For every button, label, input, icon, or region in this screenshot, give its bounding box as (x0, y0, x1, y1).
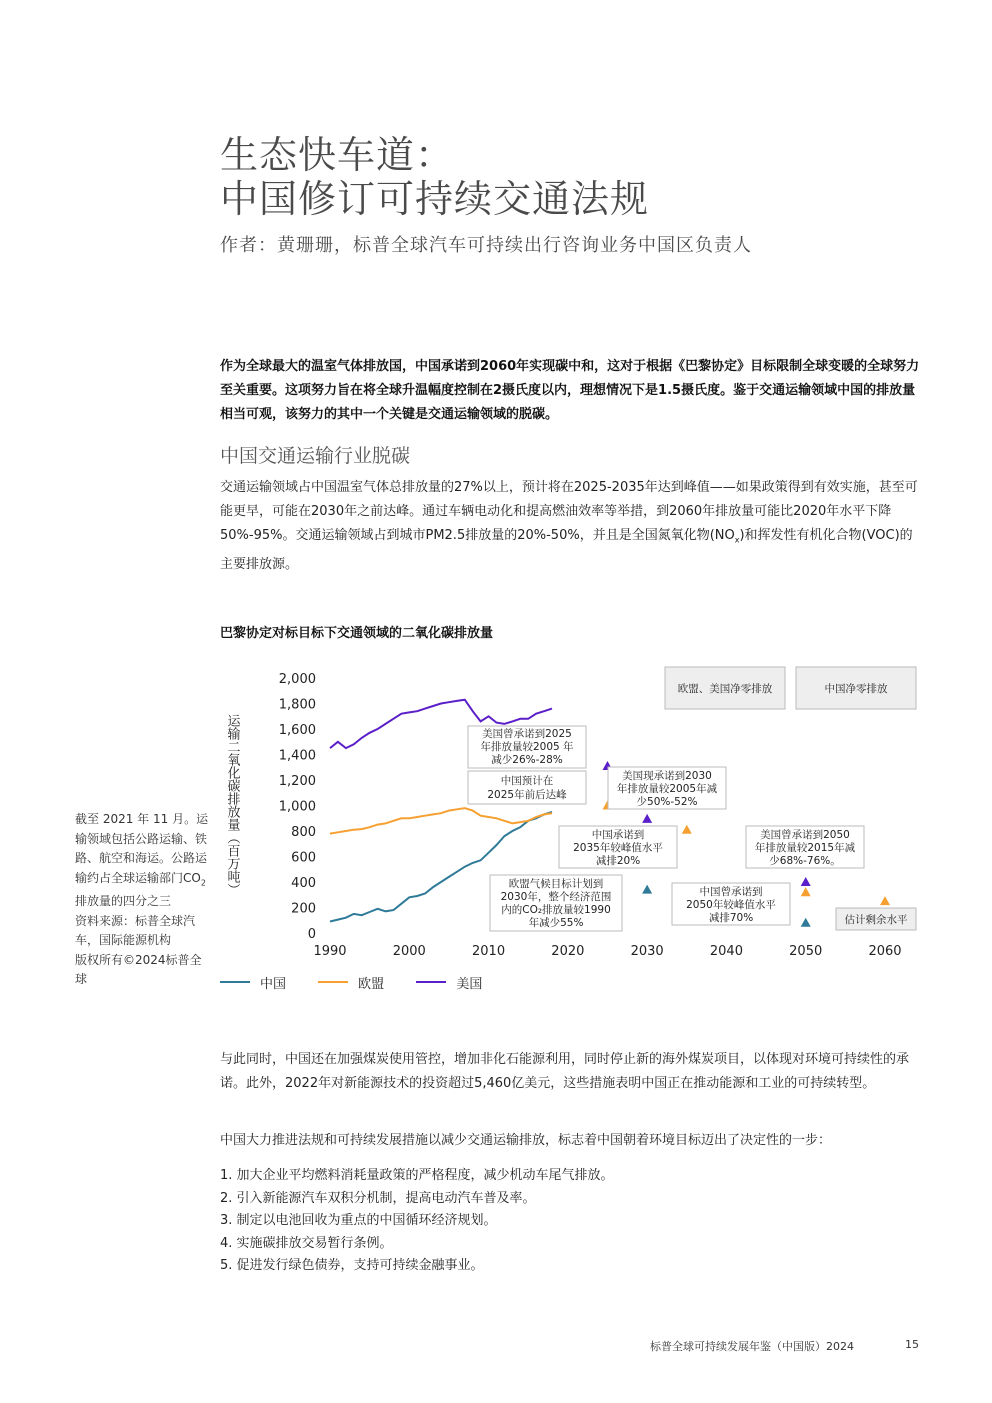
side-note-copyright: 版权所有©2024标普全球 (75, 952, 202, 987)
annotation-china-2035 (559, 826, 677, 868)
svg-text:年排放量较2015年减: 年排放量较2015年减 (754, 842, 856, 854)
y-tick-label: 0 (307, 927, 316, 942)
svg-text:2025年前后达峰: 2025年前后达峰 (487, 789, 567, 801)
y-tick-label: 2,000 (278, 672, 316, 687)
svg-text:2050年较峰值水平: 2050年较峰值水平 (686, 899, 776, 911)
y-tick-label: 400 (291, 876, 316, 891)
chart-legend (220, 972, 510, 992)
svg-text:年排放量较2005 年: 年排放量较2005 年 (480, 741, 574, 753)
body-paragraph-1 (220, 476, 920, 577)
target-marker (801, 918, 811, 927)
legend-swatch-eu (318, 981, 348, 983)
annotation-us-2050 (746, 826, 864, 868)
svg-text:减排20%: 减排20% (595, 855, 641, 867)
svg-text:中国预计在: 中国预计在 (500, 775, 554, 787)
svg-text:美国现承诺到2030: 美国现承诺到2030 (622, 770, 712, 782)
footer-text: 标普全球可持续发展年鉴（中国版）2024 (650, 1340, 854, 1353)
svg-text:欧盟、美国净零排放: 欧盟、美国净零排放 (677, 683, 773, 695)
list-item: 4. 实施碳排放交易暂行条例。 (220, 1235, 393, 1251)
x-tick-label: 1990 (313, 944, 347, 959)
page-title (220, 133, 649, 221)
y-tick-label: 1,000 (278, 799, 316, 815)
side-note-scope: 截至 2021 年 11 月。运输领域包括公路运输、铁路、航空和海运。公路运输约占全球运输部门$CO_2$排放量的四分之三 (75, 812, 209, 909)
y-tick-label: 200 (291, 901, 316, 917)
body-paragraph-2: 与此同时，中国还在加强煤炭使用管控，增加非化石能源利用，同时停止新的海外煤炭项目，以体现对环境可持续性的承诺。此外，2022年对新能源技术的投资超过5,460亿美元，这些措施表明中国正在推动能源和工业的可持续转型。 (220, 1052, 910, 1091)
svg-text:年排放量较2005年减: 年排放量较2005年减 (616, 783, 718, 795)
list-item: 3. 制定以电池回收为重点的中国循环经济规划。 (220, 1213, 497, 1228)
y-axis-label: 运输二氧化碳排放量（百万吨） (224, 714, 240, 896)
list-item: 2. 引入新能源汽车双积分机制，提高电动汽车普及率。 (220, 1190, 536, 1206)
annotation-net-zero-eu-us (665, 667, 785, 709)
para1-text-a: 交通运输领域占中国温室气体总排放量的27%以上，预计将在2025-2035年达到峰值——如果政策得到有效实施，甚至可能更早，可能在2030年之前达峰。通过车辆电动化和提高燃油效率等举措，到2060年排放量可能比2020年水平下降50%-95%。交通运输领域占到城市PM2.5排放量的20%-50%，并且是全国氮氧化物(NO (220, 480, 918, 543)
x-tick-label: 2030 (630, 944, 664, 959)
legend-eu: 欧盟 (318, 973, 384, 992)
x-tick-label: 2060 (868, 944, 902, 959)
author-line: 作者：黄珊珊，标普全球汽车可持续出行咨询业务中国区负责人 (220, 235, 752, 256)
svg-text:中国曾承诺到: 中国曾承诺到 (699, 886, 763, 898)
y-tick-label: 1,400 (278, 748, 316, 764)
list-item: 1. 加大企业平均燃料消耗量政策的严格程度，减少机动车尾气排放。 (220, 1168, 614, 1183)
legend-us: 美国 (416, 973, 482, 992)
svg-text:2035年较峰值水平: 2035年较峰值水平 (573, 842, 663, 854)
svg-text:欧盟气候目标计划到: 欧盟气候目标计划到 (508, 878, 604, 890)
y-tick-label: 1,600 (278, 723, 316, 738)
x-ticks (313, 944, 901, 959)
svg-text:中国承诺到: 中国承诺到 (591, 829, 645, 841)
target-marker (880, 896, 890, 905)
para1-subscript: x (734, 535, 740, 545)
annotation-net-zero-china (796, 667, 916, 709)
y-tick-label: 1,200 (278, 774, 316, 789)
svg-text:2030年，整个经济范围: 2030年，整个经济范围 (500, 891, 612, 903)
target-marker (642, 814, 652, 823)
target-marker (801, 887, 811, 896)
target-marker (642, 885, 652, 894)
svg-text:估计剩余水平: 估计剩余水平 (844, 914, 908, 926)
x-tick-label: 2010 (472, 944, 506, 959)
annotation-china-peak (468, 771, 586, 804)
section-heading: 中国交通运输行业脱碳 (220, 445, 411, 467)
svg-text:少68%-76%。: 少68%-76%。 (769, 855, 841, 867)
y-tick-label: 1,800 (278, 697, 316, 713)
target-marker (682, 825, 692, 834)
svg-text:内的CO₂排放量较1990: 内的CO₂排放量较1990 (501, 904, 611, 916)
emissions-chart (210, 660, 930, 970)
svg-text:美国曾承诺到2050: 美国曾承诺到2050 (760, 829, 850, 841)
chart-side-note (75, 810, 210, 990)
svg-text:中国净零排放: 中国净零排放 (824, 683, 888, 695)
svg-text:年减少55%: 年减少55% (528, 917, 584, 929)
x-tick-label: 2040 (709, 944, 743, 959)
annotation-remaining (836, 908, 916, 930)
legend-swatch-china (220, 981, 250, 983)
svg-text:美国曾承诺到2025: 美国曾承诺到2025 (482, 728, 572, 740)
target-marker (801, 877, 811, 886)
y-ticks (279, 672, 316, 942)
annotation-china-2050 (672, 883, 790, 925)
x-tick-label: 2020 (551, 944, 585, 959)
body-paragraph-3: 中国大力推进法规和可持续发展措施以减少交通运输排放，标志着中国朝着环境目标迈出了决定性的一步： (220, 1133, 832, 1148)
list-item: 5. 促进发行绿色债券，支持可持续金融事业。 (220, 1258, 484, 1273)
side-note-source: 资料来源：标普全球汽车，国际能源机构 (75, 913, 196, 948)
page-number: 15 (905, 1338, 919, 1351)
y-tick-label: 600 (291, 850, 316, 866)
svg-text:减少26%-28%: 减少26%-28% (491, 754, 563, 766)
title-line-1: 生态快车道： (220, 133, 455, 177)
x-tick-label: 2000 (392, 944, 426, 959)
y-tick-label: 800 (291, 825, 316, 840)
legend-swatch-us (416, 981, 446, 983)
measures-list (220, 1165, 920, 1278)
lead-paragraph: 作为全球最大的温室气体排放国，中国承诺到2060年实现碳中和，这对于根据《巴黎协定》目标限制全球变暖的全球努力至关重要。这项努力旨在将全球升温幅度控制在2摄氏度以内，理想情况下是1.5摄氏度。鉴于交通运输领域中国的排放量相当可观，该努力的其中一个关键是交通运输领域的脱碳。 (220, 359, 920, 422)
series-line-欧盟 (330, 808, 552, 834)
annotation-eu-2030 (490, 875, 622, 931)
title-line-2: 中国修订可持续交通法规 (220, 177, 650, 221)
x-tick-label: 2050 (789, 944, 823, 959)
legend-china: 中国 (220, 973, 286, 992)
chart-title: 巴黎协定对标目标下交通领域的二氧化碳排放量 (220, 626, 494, 641)
annotation-us-2030 (608, 767, 726, 809)
svg-text:减排70%: 减排70% (708, 912, 754, 924)
svg-text:少50%-52%: 少50%-52% (636, 796, 698, 808)
para1-text-b: )和挥发性有机化合物(VOC)的主要排放源。 (220, 528, 913, 572)
annotation-us-2025 (468, 726, 586, 768)
